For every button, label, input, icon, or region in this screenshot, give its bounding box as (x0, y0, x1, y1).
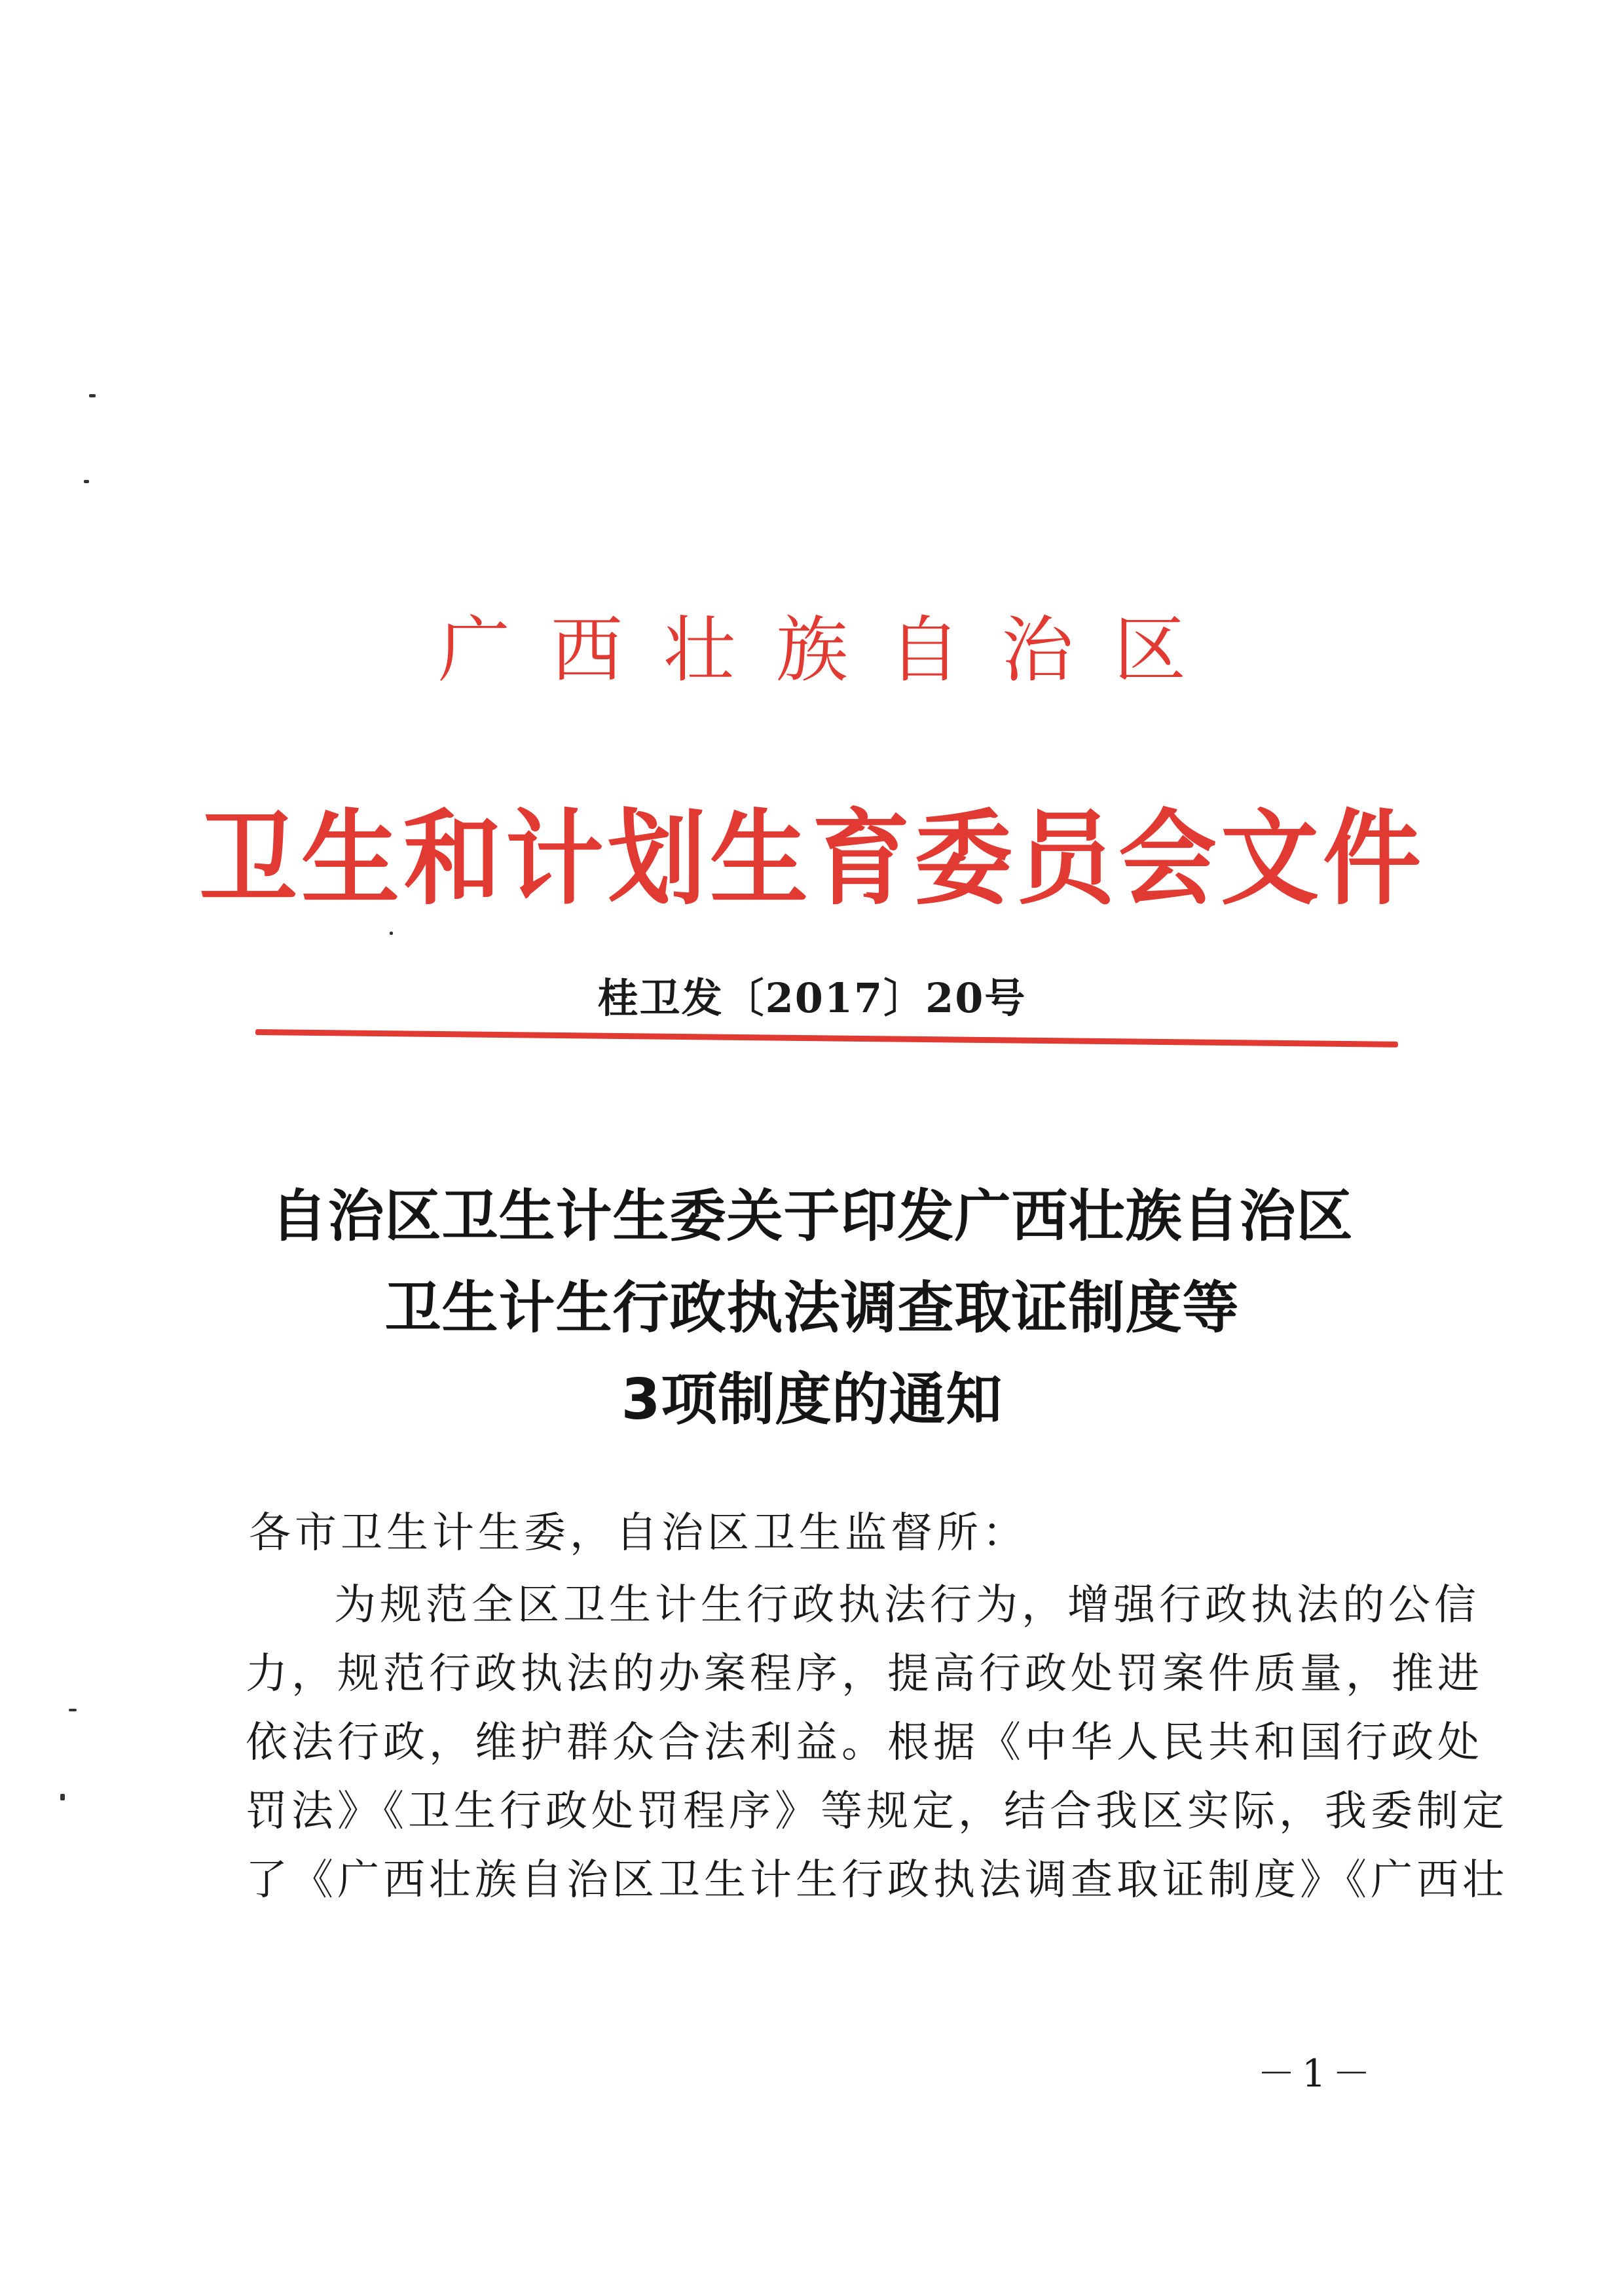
paragraph-line: 为规范全区卫生计生行政执法行为，增强行政执法的公信 (334, 1581, 1480, 1630)
scan-speck (89, 394, 96, 397)
paragraph-line: 罚法》《卫生行政处罚程序》等规定，结合我区实际，我委制定 (246, 1787, 1508, 1836)
issuing-org-line2: 卫生和计划生育委员会文件 (198, 798, 1425, 920)
document-title-line1: 自治区卫生计生委关于印发广西壮族自治区 (270, 1184, 1354, 1249)
paragraph-line: 力，规范行政执法的办案程序，提高行政处罚案件质量，推进 (246, 1650, 1483, 1698)
issuing-org-line1: 广西壮族自治区 (438, 608, 1227, 692)
document-title-line3: 3项制度的通知 (621, 1367, 1003, 1432)
scan-speck (60, 1794, 65, 1800)
scan-speck (84, 480, 89, 483)
paragraph-line: 了《广西壮族自治区卫生计生行政执法调查取证制度》《广西壮 (246, 1856, 1508, 1904)
page-number: －1－ (1257, 2051, 1377, 2096)
scan-speck (390, 932, 393, 935)
red-separator-line (255, 1029, 1398, 1048)
document-title-line2: 卫生计生行政执法调查取证制度等 (384, 1275, 1240, 1341)
document-number: 桂卫发〔2017〕20号 (597, 974, 1027, 1022)
salutation: 各市卫生计生委，自治区卫生监督所： (249, 1509, 1028, 1558)
paragraph-line: 依法行政，维护群众合法利益。根据《中华人民共和国行政处 (246, 1719, 1483, 1767)
scan-speck (69, 1709, 77, 1711)
